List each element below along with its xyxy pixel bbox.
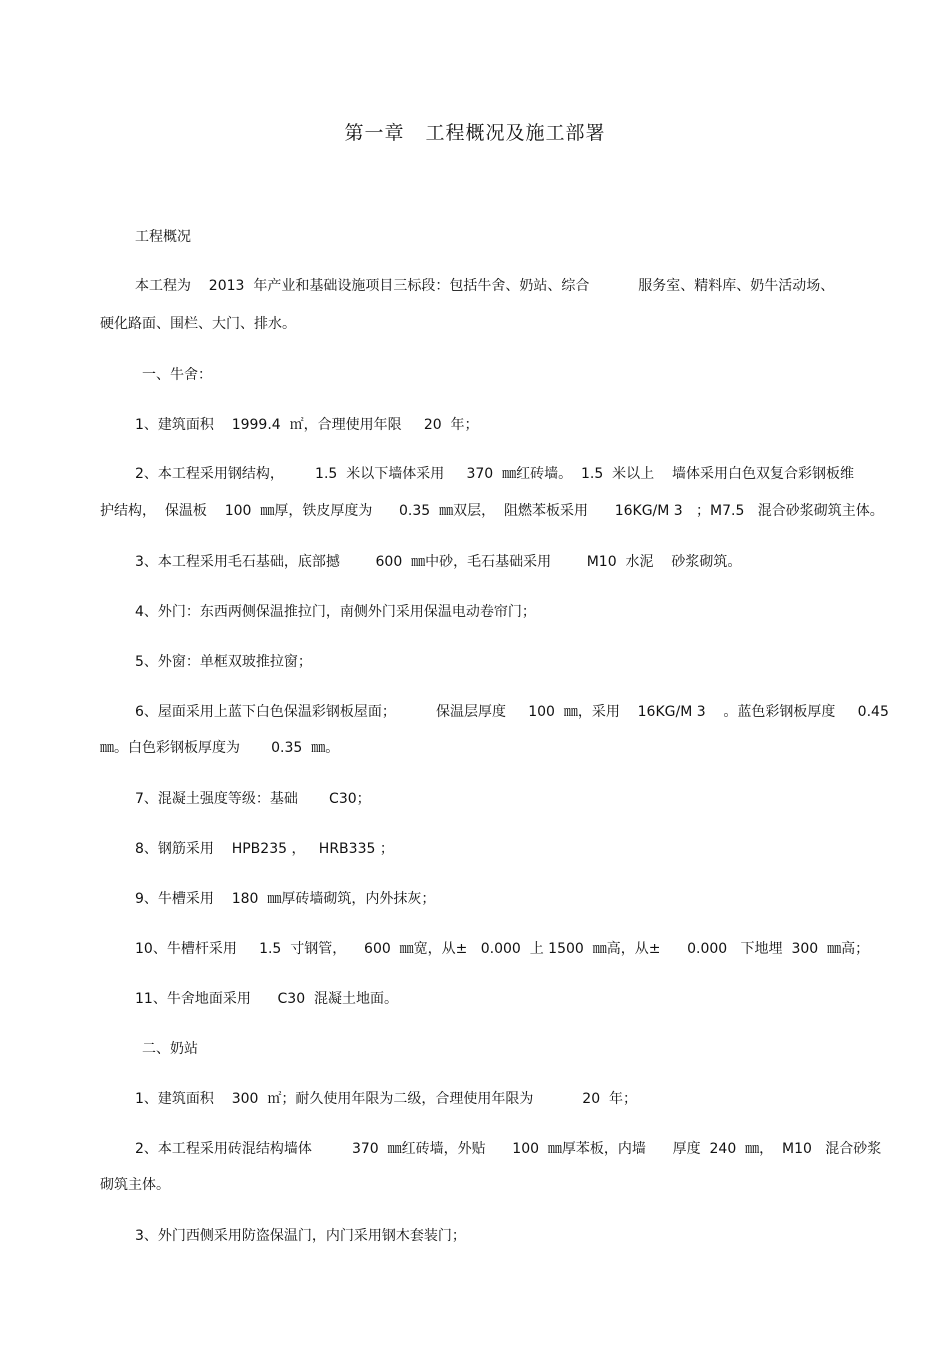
chapter-title: 第一章 工程概况及施工部署	[344, 122, 606, 144]
section-heading-milk-station: 二、奶站	[142, 1041, 198, 1057]
list-item: 5、外窗：单框双玻推拉窗；	[135, 654, 312, 670]
list-item: 3、本工程采用毛石基础，底部撼 600 ㎜中砂，毛石基础采用 M10 水泥 砂浆砌筑。	[135, 554, 742, 570]
section-heading-overview: 工程概况	[135, 229, 191, 245]
list-item: 11、牛舍地面采用 C30 混凝土地面。	[135, 991, 399, 1007]
list-item: 10、牛槽杆采用 1.5 寸钢管， 600 ㎜宽，从± 0.000 上 1500 ㎜高，从± 0.000 下地埋 300 ㎜高；	[135, 941, 870, 957]
list-item-continuation: 护结构， 保温板 100 ㎜厚，铁皮厚度为 0.35 ㎜双层， 阻燃苯板采用 16KG/M 3 ；M7.5 混合砂浆砌筑主体。	[100, 503, 884, 519]
list-item: 1、建筑面积 1999.4 ㎡，合理使用年限 20 年；	[135, 417, 479, 433]
list-item: 2、本工程采用钢结构， 1.5 米以下墙体采用 370 ㎜红砖墙。 1.5 米以上 墙体采用白色双复合彩钢板维	[135, 466, 854, 482]
paragraph-line: 硬化路面、围栏、大门、排水。	[100, 316, 296, 332]
list-item: 8、钢筋采用 HPB235 ， HRB335 ；	[135, 841, 394, 857]
list-item-continuation: 砌筑主体。	[100, 1177, 170, 1193]
list-item: 7、混凝土强度等级：基础 C30；	[135, 791, 371, 807]
paragraph-line: 本工程为 2013 年产业和基础设施项目三标段：包括牛舍、奶站、综合 服务室、精料库、奶牛活动场、	[135, 278, 835, 294]
list-item: 3、外门西侧采用防盗保温门，内门采用钢木套装门；	[135, 1228, 466, 1244]
section-heading-cowshed: 一、牛舍：	[142, 367, 212, 383]
list-item: 4、外门：东西两侧保温推拉门，南侧外门采用保温电动卷帘门；	[135, 604, 536, 620]
list-item: 9、牛槽采用 180 ㎜厚砖墙砌筑，内外抹灰；	[135, 891, 436, 907]
list-item: 6、屋面采用上蓝下白色保温彩钢板屋面； 保温层厚度 100 ㎜，采用 16KG/M 3 。蓝色彩钢板厚度 0.45	[135, 704, 889, 720]
list-item-continuation: ㎜。白色彩钢板厚度为 0.35 ㎜。	[100, 740, 340, 756]
list-item: 2、本工程采用砖混结构墙体 370 ㎜红砖墙，外贴 100 ㎜厚苯板，内墙 厚度 240 ㎜， M10 混合砂浆	[135, 1141, 882, 1157]
list-item: 1、建筑面积 300 ㎡；耐久使用年限为二级，合理使用年限为 20 年；	[135, 1091, 637, 1107]
